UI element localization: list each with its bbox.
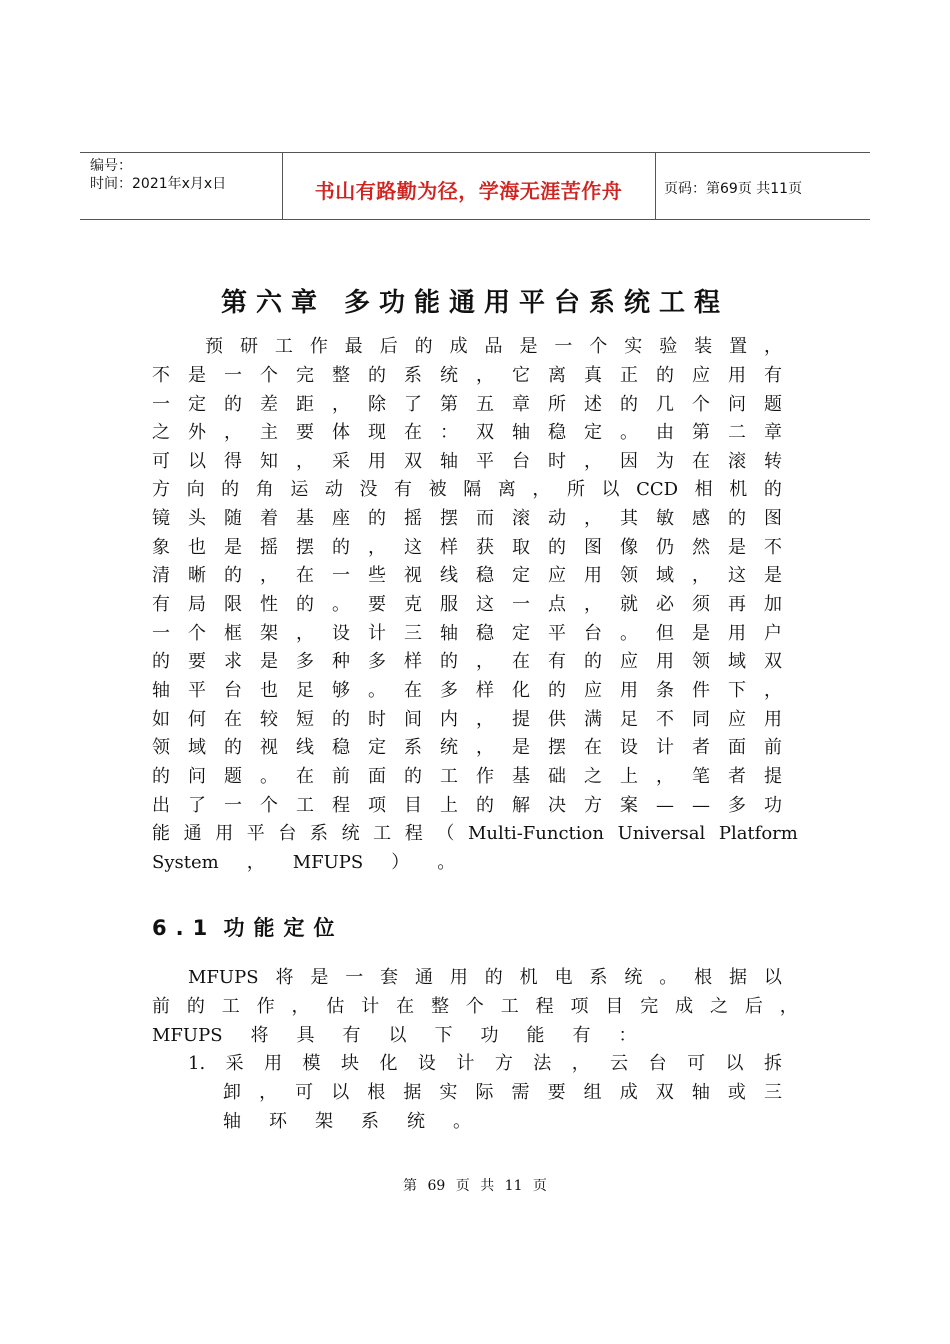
page-info: 页码：第69页 共11页 — [664, 181, 803, 197]
text-line: 方 向 的 角 运 动 没 有 被 隔 离 ， 所 以 CCD 相 机 的 — [152, 479, 782, 500]
text-line: 清 晰 的 ， 在 一 些 视 线 稳 定 应 用 领 域 ， 这 是 — [152, 565, 782, 586]
text-line: System ， MFUPS ） 。 — [152, 852, 456, 873]
text-line: 一 个 框 架 ， 设 计 三 轴 稳 定 平 台 。 但 是 用 户 — [152, 623, 782, 644]
text-line: 的 要 求 是 多 种 多 样 的 ， 在 有 的 应 用 领 域 双 — [152, 651, 782, 672]
number-label: 编号： — [90, 158, 132, 174]
page-footer: 第 69 页 共 11 页 — [403, 1178, 547, 1194]
text-line: 预 研 工 作 最 后 的 成 品 是 一 个 实 验 装 置 ， — [205, 336, 782, 357]
text-line: 轴 平 台 也 足 够 。 在 多 样 化 的 应 用 条 件 下 ， — [152, 680, 782, 701]
text-line: 一 定 的 差 距 ， 除 了 第 五 章 所 述 的 几 个 问 题 — [152, 394, 782, 415]
list-item-continuation: 轴 环 架 系 统 。 — [223, 1111, 471, 1132]
text-line: 象 也 是 摇 摆 的 ， 这 样 获 取 的 图 像 仍 然 是 不 — [152, 537, 782, 558]
text-line: 的 问 题 。 在 前 面 的 工 作 基 础 之 上 ， 笔 者 提 — [152, 766, 782, 787]
text-line: 不 是 一 个 完 整 的 系 统 ， 它 离 真 正 的 应 用 有 — [152, 365, 782, 386]
text-line: 有 局 限 性 的 。 要 克 服 这 一 点 ， 就 必 须 再 加 — [152, 594, 782, 615]
text-line: 之 外 ， 主 要 体 现 在 ： 双 轴 稳 定 。 由 第 二 章 — [152, 422, 782, 443]
text-line: 前 的 工 作 ， 估 计 在 整 个 工 程 项 目 完 成 之 后 ， — [152, 996, 798, 1017]
time-line: 时间：2021年x月x日 — [90, 176, 227, 192]
section-heading — [152, 912, 344, 942]
text-line: 镜 头 随 着 基 座 的 摇 摆 而 滚 动 ， 其 敏 感 的 图 — [152, 508, 782, 529]
list-item-continuation: 卸 ， 可 以 根 据 实 际 需 要 组 成 双 轴 或 三 — [223, 1082, 782, 1103]
text-line: 可 以 得 知 ， 采 用 双 轴 平 台 时 ， 因 为 在 滚 转 — [152, 451, 782, 472]
text-line: 领 域 的 视 线 稳 定 系 统 ， 是 摆 在 设 计 者 面 前 — [152, 737, 782, 758]
text-line: 能 通 用 平 台 系 统 工 程 （ Multi-Function Universal Platform — [152, 823, 798, 844]
section-title: 功能定位 — [223, 916, 344, 940]
text-line: MFUPS 将 是 一 套 通 用 的 机 电 系 统 。 根 据 以 — [188, 967, 782, 988]
text-line: 出 了 一 个 工 程 项 目 上 的 解 决 方 案 — — 多 功 — [152, 795, 782, 816]
motto: 书山有路勤为径，学海无涯苦作舟 — [314, 179, 623, 203]
section-number: 6.1 — [152, 916, 217, 940]
chapter-title: 第六章 多功能通用平台系统工程 — [220, 288, 730, 318]
text-line: MFUPS 将 具 有 以 下 功 能 有 ： — [152, 1025, 637, 1046]
list-item: 1. 采 用 模 块 化 设 计 方 法 ， 云 台 可 以 拆 — [188, 1053, 782, 1074]
header-meta — [90, 157, 226, 193]
document-header — [80, 152, 870, 220]
text-line: 如 何 在 较 短 的 时 间 内 ， 提 供 满 足 不 同 应 用 — [152, 709, 782, 730]
header-divider — [655, 153, 656, 219]
